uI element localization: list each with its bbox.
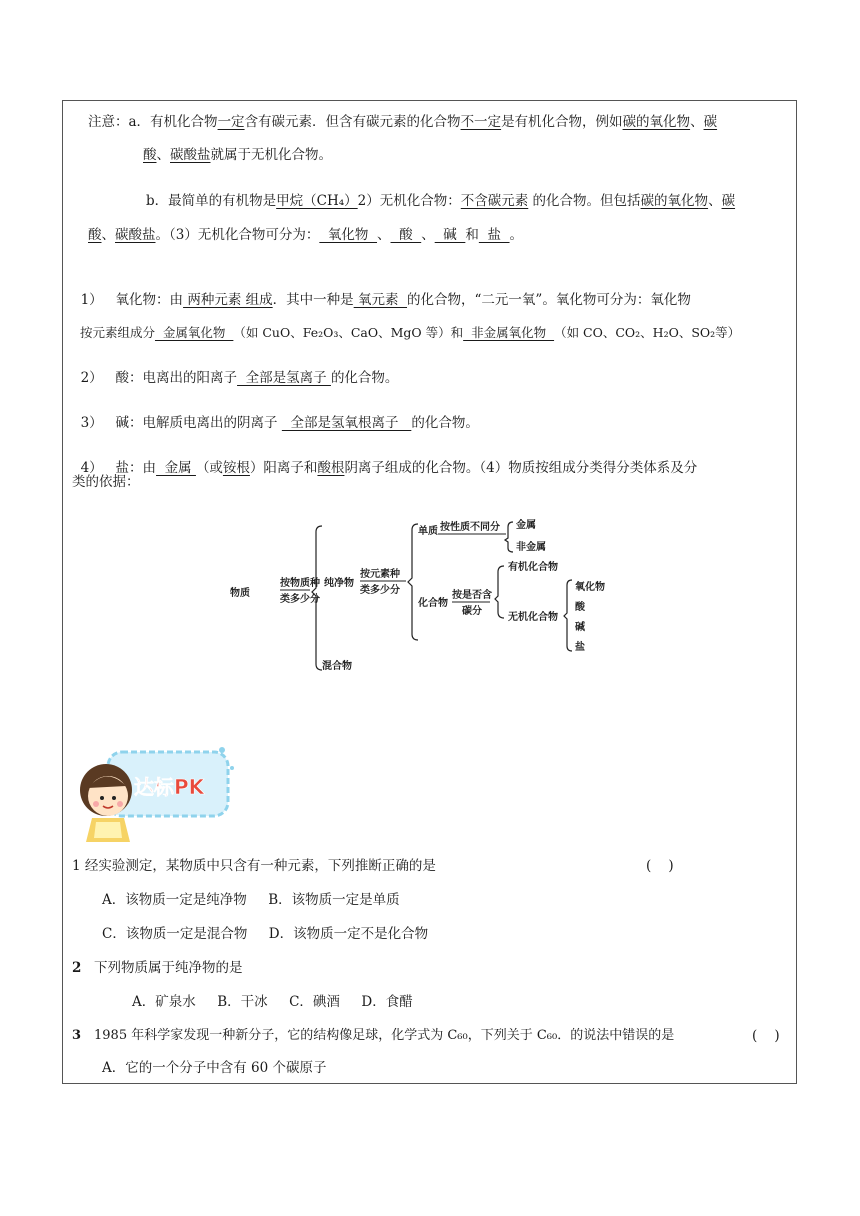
blank-acid-radical: 酸根 <box>317 460 345 476</box>
tree-root: 物质 <box>230 588 250 599</box>
text: 类的依据： <box>72 474 140 490</box>
text: 按元素组成分 <box>79 325 155 340</box>
tree-nonmetal: 非金属 <box>516 542 546 553</box>
blank-carbonate: 碳酸盐 <box>170 147 211 163</box>
blank-base: 碱 <box>434 227 466 243</box>
text: 、 <box>156 147 170 163</box>
blank-acid-class: 酸 <box>390 227 422 243</box>
q3-stem <box>72 1026 674 1046</box>
item-oxide-line2 <box>72 303 740 343</box>
blank-oxide: 氧化物 <box>319 227 378 243</box>
q1-options-row1: A．该物质一定是纯净物 B．该物质一定是单质 <box>102 892 400 908</box>
text: 、 <box>421 227 435 243</box>
blank-buyiding: 不一定 <box>460 114 502 130</box>
classification-tree <box>230 518 650 678</box>
text: 3） 碱：电解质电离出的阴离子 <box>80 415 282 431</box>
tree-pure-rule-top: 按元素种 <box>360 569 400 580</box>
tree-base: 碱 <box>575 622 585 633</box>
q2-text: 下列物质属于纯净物的是 <box>94 960 243 976</box>
blank-nonmetal-oxide: 非金属氧化物 <box>463 325 555 340</box>
tree-mixture: 混合物 <box>322 661 352 672</box>
blank-carbonate: 碳酸盐 <box>115 227 156 243</box>
text: 的化合物。 <box>411 415 479 431</box>
text: 2）无机化合物： <box>357 193 461 209</box>
tree-element-rule: 按性质不同分 <box>440 522 500 533</box>
blank-yiding: 一定 <box>217 114 245 130</box>
text: （如 CO、CO₂、H₂O、SO₂等） <box>554 325 741 340</box>
text: （或 <box>195 460 223 476</box>
text: 的化合物。但包括 <box>528 193 641 209</box>
blank-two-elements: 两种元素 组成 <box>183 292 273 308</box>
tree-compound-rule-bot: 碳分 <box>462 606 482 617</box>
q3-text: 1985 年科学家发现一种新分子，它的结构像足球，化学式为 C₆₀，下列关于 C₆₀．的说法中错误的是 <box>94 1028 675 1043</box>
text: 、 <box>708 193 722 209</box>
q3-option-a: A．它的一个分子中含有 60 个碳原子 <box>102 1060 327 1076</box>
tree-root-rule-bot: 类多少分 <box>280 594 320 605</box>
blank-methane: 甲烷（CH₄） <box>276 193 358 209</box>
blank-metal: 金属 <box>156 460 196 476</box>
tree-oxide: 氧化物 <box>575 582 605 593</box>
blank-carbon: 碳 <box>721 193 736 209</box>
blank-acid: 酸 <box>88 227 102 243</box>
note-a-prefix: 注意：a．有机化合物 <box>88 114 218 130</box>
text: 、 <box>377 227 391 243</box>
text: 的化合物。 <box>330 370 399 386</box>
text: 。（3）无机化合物可分为： <box>155 227 320 243</box>
blank-oxygen: 氧元素 <box>353 292 408 308</box>
q1-answer-paren: ( ) <box>646 858 674 874</box>
text: 、 <box>690 114 704 130</box>
badge-text: 达标PK <box>134 775 205 799</box>
text: 含有碳元素．但含有碳元素的化合物 <box>244 114 461 130</box>
q2-stem <box>72 958 243 978</box>
text: 1） 氧化物：由 <box>80 292 184 308</box>
tree-compound: 化合物 <box>418 598 448 609</box>
text: 、 <box>101 227 115 243</box>
text: 和 <box>465 227 479 243</box>
text: 2） 酸：电离出的阳离子 <box>80 370 238 386</box>
text: b．最简单的有机物是 <box>146 193 277 209</box>
text: 的化合物，“二元一氧”。氧化物可分为：氧化物 <box>407 292 691 308</box>
note-a-line2 <box>143 145 332 165</box>
text: ）阳离子和 <box>249 460 318 476</box>
blank-carbon-oxide: 碳的氧化物 <box>640 193 709 209</box>
blank-carbon: 碳 <box>703 114 718 130</box>
tree-salt: 盐 <box>575 642 585 653</box>
q3-number: 3 <box>72 1028 82 1043</box>
q3-answer-paren: ( ) <box>752 1028 780 1044</box>
text: 阴离子组成的化合物。（4）物质按组成分类得分类体系及分 <box>344 460 698 476</box>
tree-metal: 金属 <box>516 520 536 531</box>
tree-inorganic: 无机化合物 <box>508 612 558 623</box>
tree-pure: 纯净物 <box>324 578 354 589</box>
tree-element: 单质 <box>418 526 438 537</box>
q1-options-row2: C．该物质一定是混合物 D．该物质一定不是化合物 <box>102 926 429 942</box>
item-acid <box>72 348 398 388</box>
text: （如 CuO、Fe₂O₃、CaO、MgO 等）和 <box>233 325 464 340</box>
q2-number: 2 <box>72 960 82 976</box>
text: 4） 盐：由 <box>80 460 157 476</box>
note-a-line1 <box>88 112 717 132</box>
tree-root-rule-top: 按物质种 <box>280 578 320 589</box>
tree-acid: 酸 <box>575 602 585 613</box>
text: 。 <box>509 227 524 243</box>
note-b-line1 <box>146 191 735 211</box>
q1-stem <box>72 856 436 876</box>
blank-ammonium: 铵根 <box>222 460 250 476</box>
blank-all-hydroxide: 全部是氢氧根离子 <box>281 415 412 431</box>
item-salt-line1 <box>72 438 697 478</box>
blank-metal-oxide: 金属氧化物 <box>154 325 234 340</box>
note-b-line2 <box>88 225 523 245</box>
blank-acid: 酸 <box>143 147 157 163</box>
tree-organic: 有机化合物 <box>508 562 558 573</box>
text: 是有机化合物，例如 <box>501 114 623 130</box>
blank-no-carbon: 不含碳元素 <box>460 193 529 209</box>
item-base <box>72 393 479 433</box>
text: 就属于无机化合物。 <box>210 147 332 163</box>
blank-salt: 盐 <box>478 227 510 243</box>
pk-badge <box>72 738 242 848</box>
q2-options: A．矿泉水 B．干冰 C．碘酒 D．食醋 <box>132 994 413 1010</box>
blank-carbon-oxide: 碳的氧化物 <box>622 114 691 130</box>
tree-compound-rule-top: 按是否含 <box>452 590 492 601</box>
blank-all-hydrogen: 全部是氢离子 <box>237 370 331 386</box>
tree-pure-rule-bot: 类多少分 <box>360 585 400 596</box>
item-salt-line2 <box>72 472 140 492</box>
text: ．其中一种是 <box>272 292 354 308</box>
q1-text: 1 经实验测定，某物质中只含有一种元素，下列推断正确的是 <box>72 858 436 874</box>
